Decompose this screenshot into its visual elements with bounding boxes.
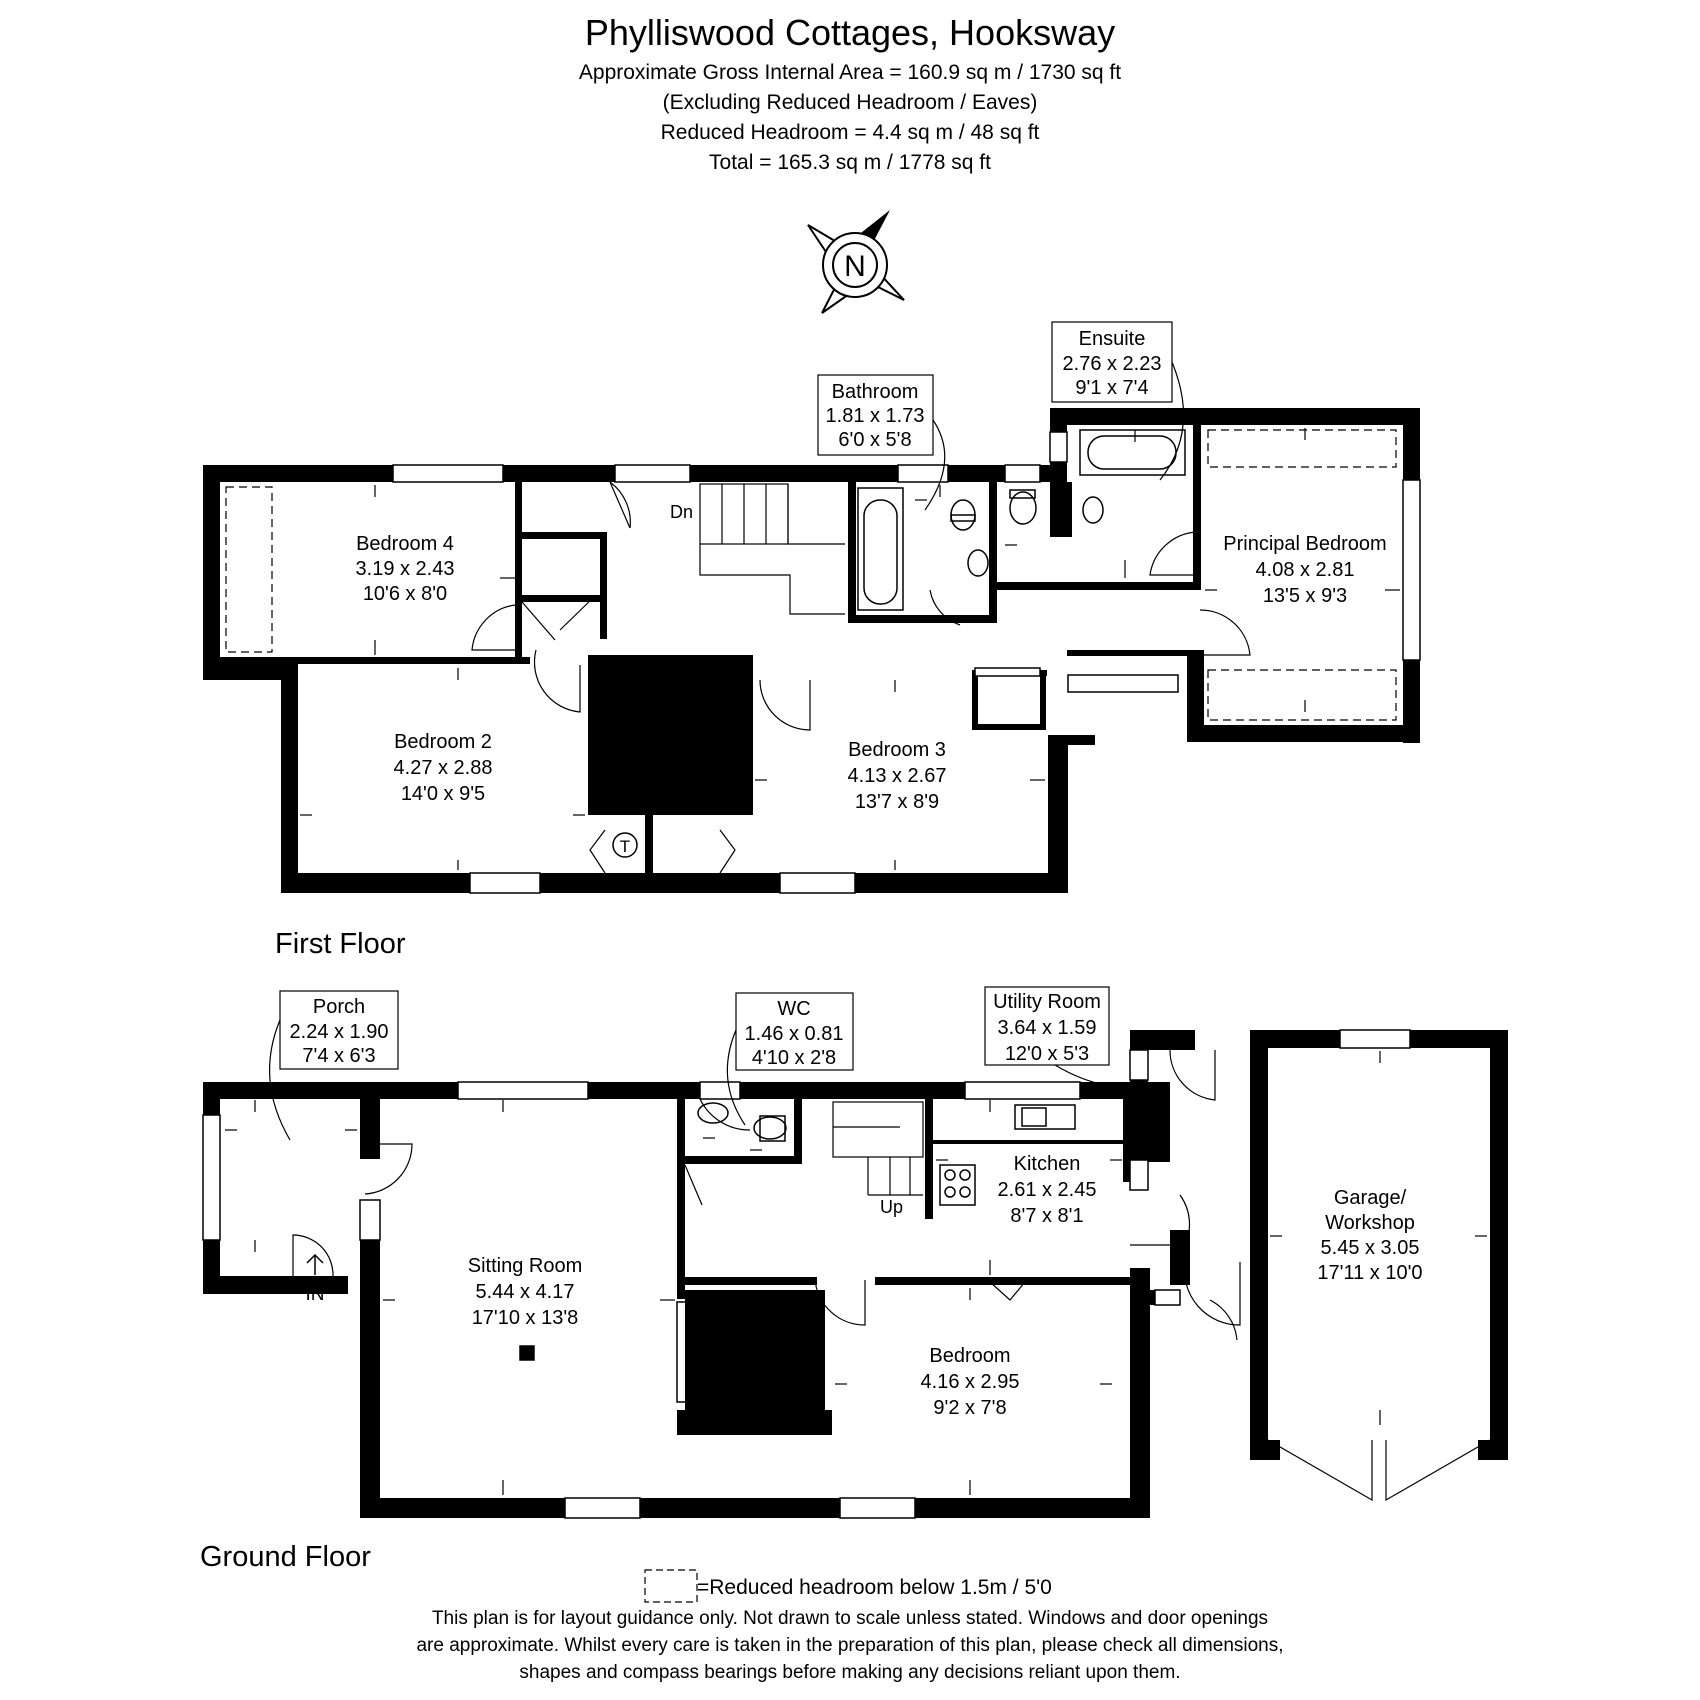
utility-imperial: 12'0 x 5'3 xyxy=(1004,1043,1090,1065)
reduced-headroom-swatch xyxy=(645,1570,697,1602)
ensuite-name: Ensuite xyxy=(1078,328,1146,350)
ground-floor-windows xyxy=(203,1030,1410,1518)
bathroom-name: Bathroom xyxy=(831,381,919,403)
bedroom3-imperial: 13'7 x 8'9 xyxy=(854,791,940,813)
first-floor-stairs xyxy=(700,484,845,614)
utility-name: Utility Room xyxy=(993,991,1101,1013)
principal-imperial: 13'5 x 9'3 xyxy=(1262,585,1348,607)
wc-callout xyxy=(727,993,853,1125)
room-label-bedroom-4 xyxy=(356,533,455,605)
ground-floor-stairs xyxy=(833,1102,923,1195)
wc-name: WC xyxy=(777,998,811,1020)
ensuite-imperial: 9'1 x 7'4 xyxy=(1075,377,1149,399)
kitchen-name: Kitchen xyxy=(1013,1153,1081,1175)
garage-name: Workshop xyxy=(1325,1212,1415,1234)
bedroom-metric: 4.16 x 2.95 xyxy=(920,1371,1020,1393)
bedroom4-imperial: 10'6 x 8'0 xyxy=(362,583,448,605)
ensuite-callout xyxy=(1052,322,1184,480)
room-label-sitting-room xyxy=(468,1255,583,1329)
wc-metric: 1.46 x 0.81 xyxy=(744,1023,844,1045)
wc-imperial: 4'10 x 2'8 xyxy=(751,1047,837,1069)
bedroom-name: Bedroom xyxy=(929,1345,1011,1367)
ground-floor-dimension-arrows xyxy=(225,1051,1487,1495)
reduced-headroom-text: Reduced Headroom = 4.4 sq m / 48 sq ft xyxy=(660,121,1040,144)
bedroom4-name: Bedroom 4 xyxy=(356,533,454,555)
bedroom-imperial: 9'2 x 7'8 xyxy=(933,1397,1007,1419)
first-floor-windows xyxy=(393,432,1420,893)
room-label-bedroom-3 xyxy=(848,739,947,813)
disclaimer-line-2: are approximate. Whilst every care is taken in the preparation of this plan, please check all dimensions, xyxy=(416,1635,1284,1656)
garage-metric: 5.45 x 3.05 xyxy=(1320,1237,1420,1259)
bedroom2-imperial: 14'0 x 9'5 xyxy=(400,783,486,805)
ground-floor-label: Ground Floor xyxy=(200,1541,371,1573)
bedroom3-name: Bedroom 3 xyxy=(848,739,946,761)
garage-imperial: 17'11 x 10'0 xyxy=(1317,1262,1423,1284)
first-floor-stairs-label: Dn xyxy=(670,502,694,522)
bathroom-callout xyxy=(818,375,945,510)
utility-room-callout xyxy=(985,987,1109,1085)
entrance-label: IN xyxy=(305,1284,325,1305)
room-label-principal-bedroom xyxy=(1223,533,1386,607)
plan-title: Phylliswood Cottages, Hooksway xyxy=(584,12,1116,53)
ground-floor-walls xyxy=(203,1030,1508,1518)
porch-metric: 2.24 x 1.90 xyxy=(289,1021,389,1043)
utility-metric: 3.64 x 1.59 xyxy=(997,1017,1097,1039)
first-floor-plan xyxy=(203,322,1420,960)
excluding-text: (Excluding Reduced Headroom / Eaves) xyxy=(662,91,1038,114)
room-label-bedroom-2 xyxy=(394,731,493,805)
porch-imperial: 7'4 x 6'3 xyxy=(302,1045,376,1067)
garage-line1: Garage/ xyxy=(1333,1187,1407,1209)
bathroom-metric: 1.81 x 1.73 xyxy=(825,405,925,427)
legend-text: =Reduced headroom below 1.5m / 5'0 xyxy=(697,1576,1052,1599)
bedroom2-metric: 4.27 x 2.88 xyxy=(393,757,493,779)
first-floor-label: First Floor xyxy=(275,928,406,960)
ground-floor-plan xyxy=(200,987,1508,1573)
room-label-garage xyxy=(1317,1187,1422,1284)
sitting-imperial: 17'10 x 13'8 xyxy=(471,1307,579,1329)
bedroom3-metric: 4.13 x 2.67 xyxy=(847,765,947,787)
room-label-kitchen xyxy=(998,1153,1097,1227)
bedroom2-name: Bedroom 2 xyxy=(394,731,492,753)
kitchen-imperial: 8'7 x 8'1 xyxy=(1010,1205,1084,1227)
compass-letter: N xyxy=(844,250,866,283)
disclaimer-line-1: This plan is for layout guidance only. Not drawn to scale unless stated. Windows and door openings xyxy=(431,1608,1269,1629)
room-label-bedroom xyxy=(921,1345,1020,1419)
porch-name: Porch xyxy=(312,996,366,1018)
disclaimer xyxy=(0,1605,1700,1686)
legend xyxy=(645,1570,1052,1602)
total-area-text: Total = 165.3 sq m / 1778 sq ft xyxy=(709,151,991,174)
first-floor-walls xyxy=(203,408,1420,893)
tank-label: T xyxy=(619,837,631,856)
disclaimer-line-3: shapes and compass bearings before making any decisions reliant upon them. xyxy=(519,1662,1181,1683)
kitchen-metric: 2.61 x 2.45 xyxy=(997,1179,1097,1201)
sitting-metric: 5.44 x 4.17 xyxy=(475,1281,575,1303)
compass-icon xyxy=(808,210,904,313)
principal-name: Principal Bedroom xyxy=(1223,533,1387,555)
ground-floor-stairs-label: Up xyxy=(880,1197,904,1217)
ensuite-metric: 2.76 x 2.23 xyxy=(1062,353,1162,375)
bathroom-imperial: 6'0 x 5'8 xyxy=(838,429,912,451)
principal-metric: 4.08 x 2.81 xyxy=(1255,559,1355,581)
gross-area-text: Approximate Gross Internal Area = 160.9 sq m / 1730 sq ft xyxy=(578,61,1122,84)
bedroom4-metric: 3.19 x 2.43 xyxy=(355,558,455,580)
sitting-name: Sitting Room xyxy=(467,1255,583,1277)
entrance-arrow-icon xyxy=(307,1255,323,1275)
